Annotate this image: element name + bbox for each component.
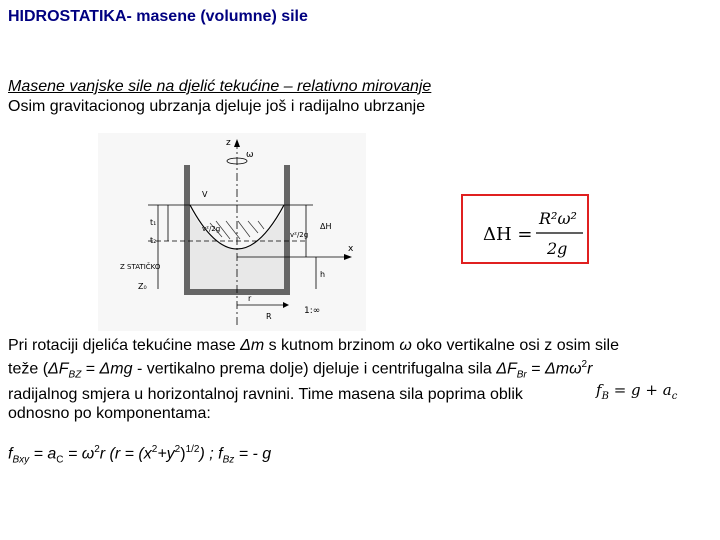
svg-text:V: V: [202, 190, 208, 199]
svg-text:v²/2g: v²/2g: [202, 225, 221, 233]
section-subheading: Osim gravitacionog ubrzanja djeluje još i radijalno ubrzanje: [8, 98, 426, 115]
explanation-paragraph: [8, 336, 708, 423]
vessel-diagram: [98, 133, 366, 331]
svg-text:h: h: [320, 270, 326, 279]
para-line-3: radijalnog smjera u horizontalnoj ravnini. Time masena sila poprima oblik: [8, 385, 523, 403]
rotating-vessel-figure: [98, 133, 366, 331]
svg-text:1:∞: 1:∞: [304, 306, 321, 316]
para-line-4: odnosno po komponentama:: [8, 404, 211, 422]
section-heading: Masene vanjske sile na djelić tekućine – relativno mirovanje: [8, 78, 432, 95]
component-equation: $f_{Bxy} = a_C = \omega^2r$ $(r = (x^2+y^2)^{1/2})$ ; $f_{Bz}$ = - g: [8, 444, 272, 466]
svg-text:Z STATIČKO: Z STATIČKO: [120, 263, 161, 271]
right-wall: [284, 165, 290, 295]
svg-text:v²/2g: v²/2g: [290, 231, 309, 239]
svg-text:R: R: [266, 312, 272, 321]
left-wall: [184, 165, 190, 295]
para-line-1: Pri rotaciji djelića tekućine mase Δm s kutnom brzinom ω oko vertikalne osi z osim sile: [8, 337, 619, 354]
svg-text:r: r: [248, 294, 252, 303]
vector-force-equation: $f_B = g + a_c$: [596, 381, 678, 402]
delta-h-formula: [461, 194, 589, 264]
slide-title: HIDROSTATIKA- masene (volumne) sile: [8, 8, 308, 25]
svg-text:t₁: t₁: [150, 218, 157, 227]
para-line-2: teže ($\Delta F_{BZ} = \Delta mg$ - vertikalno prema dolje) djeluje i centrifugalna sila $\Delta F_{Br} = \Delta m\omega^2r$: [8, 359, 593, 381]
svg-text:x: x: [348, 244, 354, 254]
svg-text:ΔH: ΔH: [320, 222, 332, 231]
svg-text:t₂: t₂: [150, 236, 157, 245]
svg-text:z: z: [226, 138, 231, 148]
formula-numerator: R²ω²: [539, 209, 577, 228]
formula-lhs: ΔH =: [483, 224, 533, 245]
svg-text:ω: ω: [246, 150, 254, 160]
formula-svg: [463, 196, 587, 262]
svg-text:Z₀: Z₀: [138, 282, 147, 291]
formula-denominator: 2g: [547, 239, 568, 258]
